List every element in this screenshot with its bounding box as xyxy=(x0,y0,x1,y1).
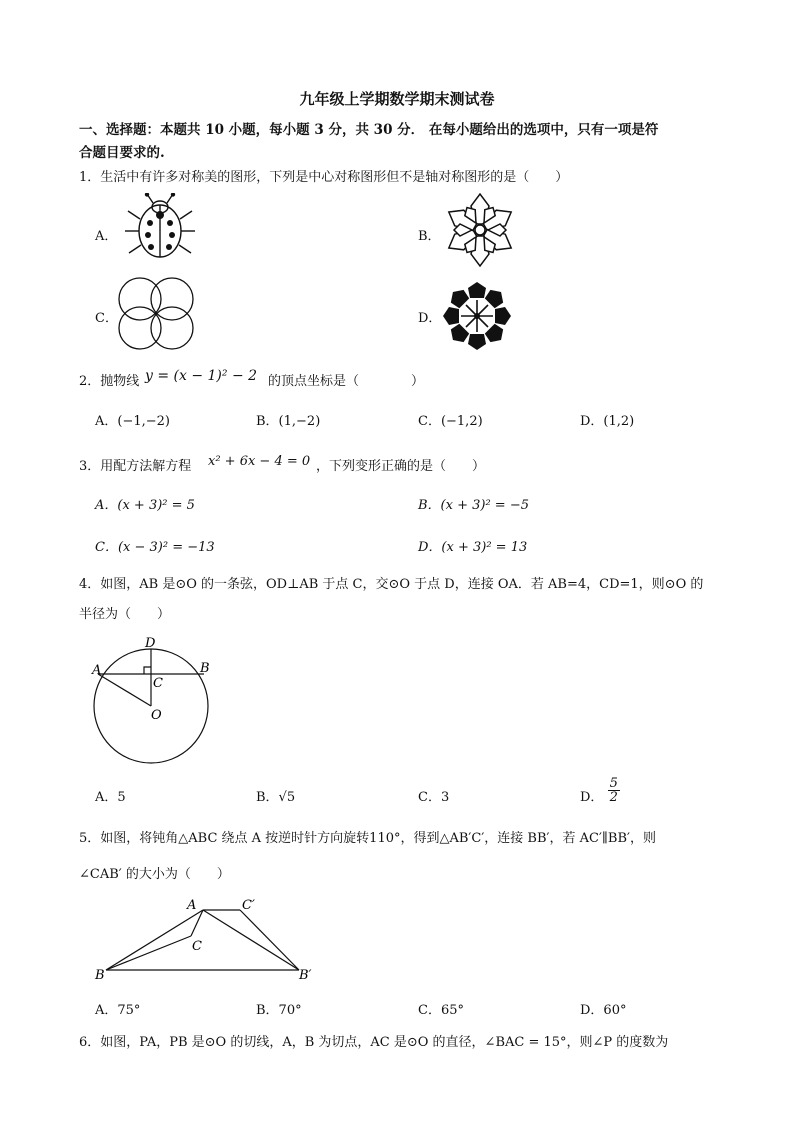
label-o: O xyxy=(151,708,162,723)
q2-stem-post: 的顶点坐标是（ ） xyxy=(268,374,425,389)
section-heading-line2: 合题目要求的. xyxy=(79,145,165,161)
q2-stem-pre: 2．抛物线 xyxy=(79,374,140,389)
q3-option-c[interactable]: C．(x − 3)² = −13 xyxy=(95,540,215,555)
q1-stem: 1．生活中有许多对称美的图形，下列是中心对称图形但不是轴对称图形的是（ ） xyxy=(79,170,569,185)
q1-option-a[interactable]: A． xyxy=(95,229,118,244)
label-a: A xyxy=(187,898,197,913)
page-title: 九年级上学期数学期末测试卷 xyxy=(299,90,495,108)
q2-option-d[interactable]: D．(1,2) xyxy=(580,414,635,429)
label-b-prime: B′ xyxy=(299,968,312,983)
label-d: D xyxy=(145,636,156,651)
q4-option-c[interactable]: C．3 xyxy=(418,790,450,805)
rotation-figure xyxy=(92,895,322,985)
q3-stem-post: ，下列变形正确的是（ ） xyxy=(316,459,486,474)
q5-option-a[interactable]: A．75° xyxy=(95,1003,141,1018)
q2-option-a[interactable]: A．(−1,−2) xyxy=(95,414,170,429)
q5-line1: 5．如图，将钝角△ABC 绕点 A 按逆时针方向旋转110°，得到△AB′C′，连接 BB′，若 AC′∥BB′，则 xyxy=(79,831,656,846)
fraction-numerator: 5 xyxy=(609,776,618,791)
label-b: B xyxy=(200,661,210,676)
snowflake-outline-figure xyxy=(443,193,517,267)
q1-option-b[interactable]: B． xyxy=(418,229,441,244)
q4-option-d[interactable] xyxy=(580,776,620,805)
q5-option-c[interactable]: C．65° xyxy=(418,1003,464,1018)
circle-chord-figure xyxy=(88,634,218,764)
pentagon-pinwheel-figure xyxy=(441,280,513,352)
fraction-denominator: 2 xyxy=(609,790,618,805)
q3-equation: x² + 6x − 4 = 0 xyxy=(208,454,311,469)
q6-line1: 6．如图，PA，PB 是⊙O 的切线，A，B 为切点，AC 是⊙O 的直径，∠BAC = 15°，则∠P 的度数为 xyxy=(79,1035,669,1050)
fraction xyxy=(608,777,620,804)
label-c: C xyxy=(153,676,163,691)
q3-stem-pre: 3．用配方法解方程 xyxy=(79,459,192,474)
label-b: B xyxy=(95,968,105,983)
q4-line2: 半径为（ ） xyxy=(79,607,171,622)
q1-option-d[interactable]: D． xyxy=(418,311,442,326)
q2-equation: y = (x − 1)² − 2 xyxy=(145,368,258,384)
q1-option-c[interactable]: C． xyxy=(95,311,118,326)
q4-option-a[interactable]: A．5 xyxy=(95,790,126,805)
q5-option-b[interactable]: B．70° xyxy=(256,1003,302,1018)
q5-option-d[interactable]: D．60° xyxy=(580,1003,627,1018)
section-heading-line1: 一、选择题：本题共 10 小题，每小题 3 分，共 30 分． 在每小题给出的选项中，只有一项是符 xyxy=(79,122,659,138)
q4-option-b[interactable]: B．√5 xyxy=(256,790,296,805)
four-circles-figure xyxy=(116,276,196,352)
q4-line1: 4．如图，AB 是⊙O 的一条弦，OD⊥AB 于点 C，交⊙O 于点 D，连接 OA．若 AB=4，CD=1，则⊙O 的 xyxy=(79,577,704,592)
ladybug-figure xyxy=(120,193,200,263)
q4-option-d-label: D． xyxy=(580,790,604,805)
q3-option-b[interactable]: B．(x + 3)² = −5 xyxy=(418,498,529,513)
label-c-prime: C′ xyxy=(242,898,255,913)
q5-line2: ∠CAB′ 的大小为（ ） xyxy=(79,867,230,882)
q2-option-b[interactable]: B．(1,−2) xyxy=(256,414,321,429)
label-a: A xyxy=(92,663,102,678)
label-c: C xyxy=(192,939,202,954)
q3-option-d[interactable]: D．(x + 3)² = 13 xyxy=(418,540,528,555)
q3-option-a[interactable]: A．(x + 3)² = 5 xyxy=(95,498,195,513)
q2-option-c[interactable]: C．(−1,2) xyxy=(418,414,483,429)
